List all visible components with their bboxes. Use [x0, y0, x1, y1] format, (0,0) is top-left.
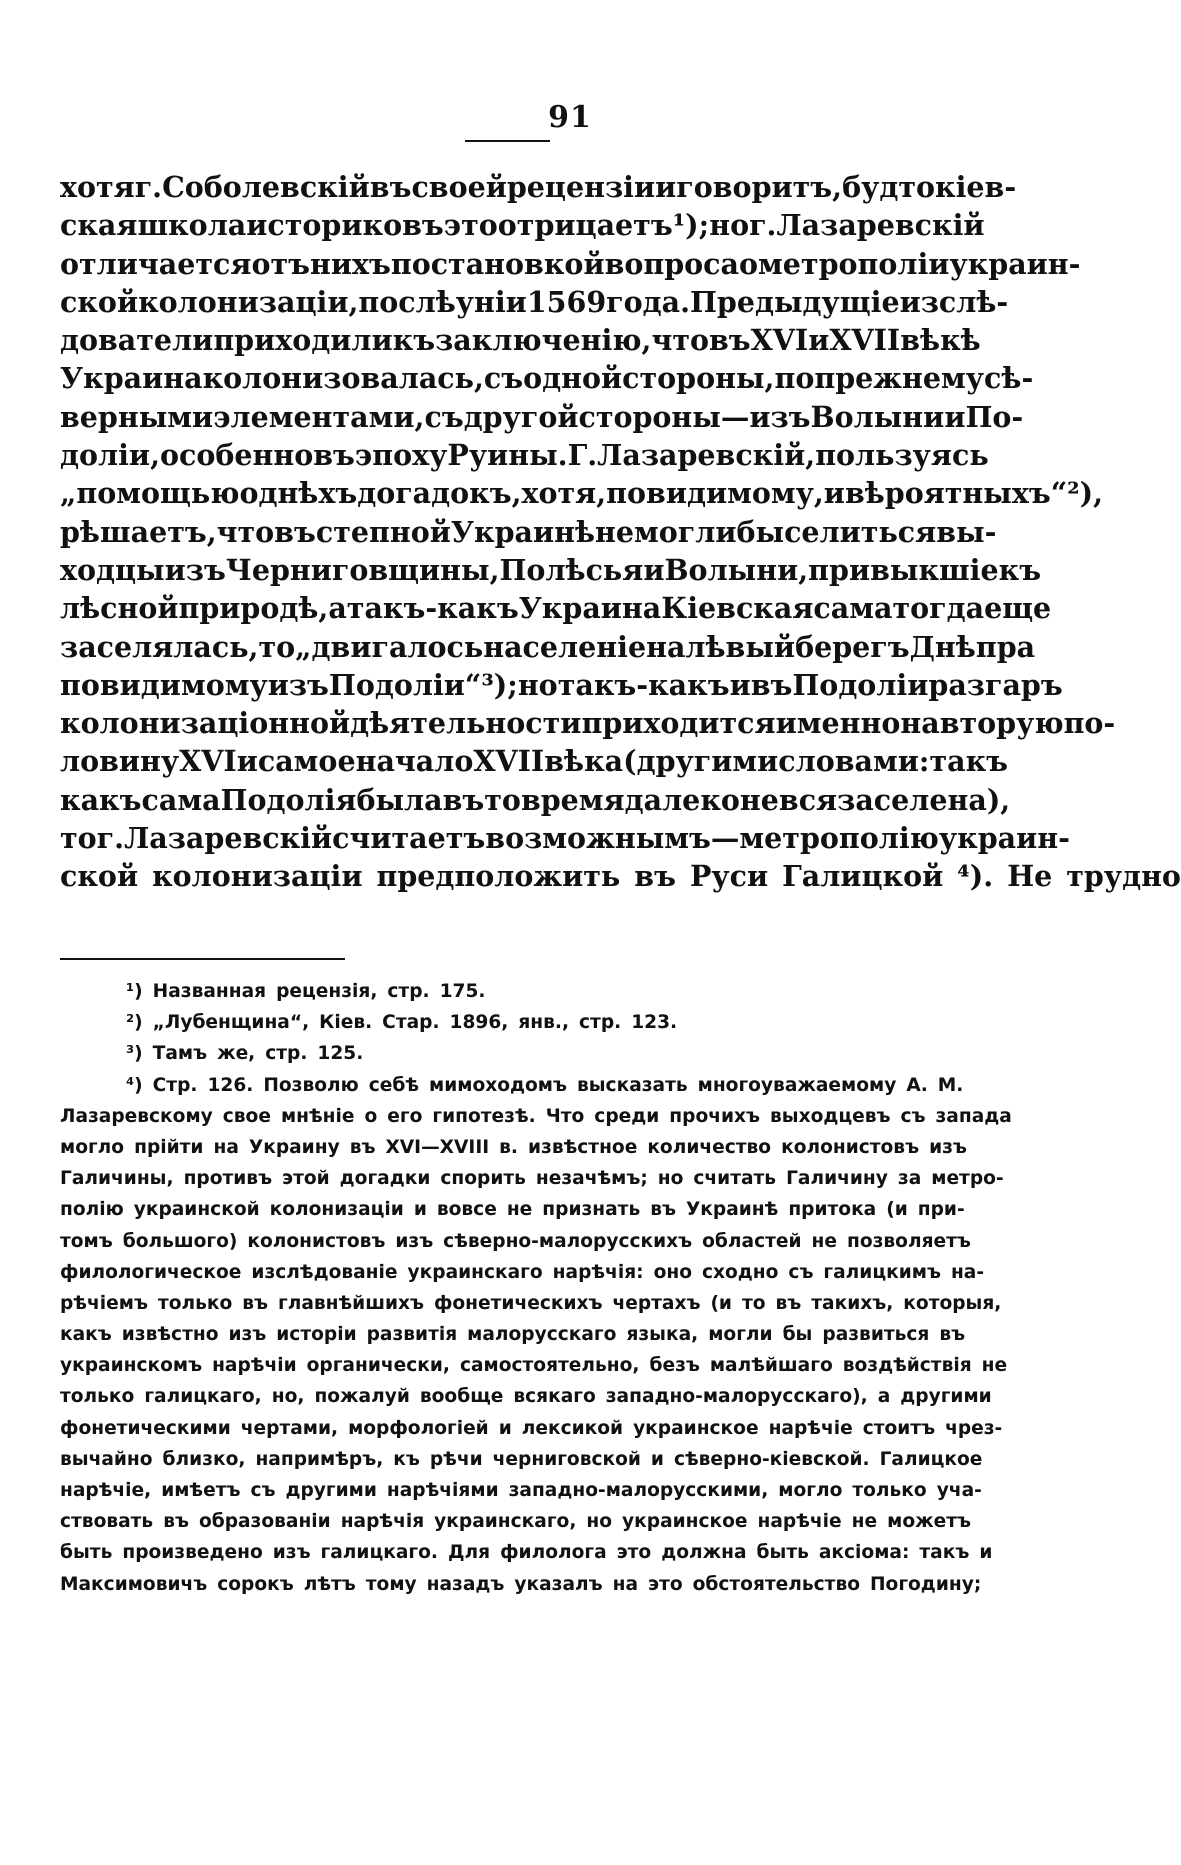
text-line: верными элементами, съ другой стороны—изъ Волыни и По-	[60, 399, 1024, 434]
footnote-line: только галицкаго, но, пожалуй вообще всякаго западно-малорусскаго), а другими	[60, 1386, 992, 1408]
page-number: 91	[548, 100, 592, 135]
footnote-line: украинскомъ нарѣчіи органически, самостоятельно, безъ малѣйшаго воздѣйствія не	[60, 1355, 1008, 1377]
text-line: „помощью однѣхъ догадокъ, хотя, повидимому, и вѣроятныхъ“ ²),	[60, 476, 1103, 511]
footnote-line: ³) Тамъ же, стр. 125.	[126, 1043, 364, 1065]
footnote-line: полію украинской колонизаціи и вовсе не признать въ Украинѣ притока (и при-	[60, 1199, 965, 1221]
text-line: какъ сама Подолія была въ то время далеко не вся заселена),	[60, 782, 1011, 817]
text-line: лѣсной природѣ, а такъ-какъ Украина Кіевская сама тогда еще	[60, 591, 1052, 626]
footnote-line: вычайно близко, напримѣръ, къ рѣчи черниговской и сѣверно-кіевской. Галицкое	[60, 1448, 983, 1470]
footnote-line: Галичины, противъ этой догадки спорить незачѣмъ; но считать Галичину за метро-	[60, 1168, 1004, 1190]
footnote-line: могло прійти на Украину въ XVI—XVIII в. извѣстное количество колонистовъ изъ	[60, 1136, 967, 1158]
text-line: дователи приходили къ заключенію, что въ XVI и XVII вѣкѣ	[60, 323, 981, 358]
footnote-line: томъ большого) колонистовъ изъ сѣверно-малорусскихъ областей не позволяетъ	[60, 1230, 971, 1252]
footnote-line: фонетическими чертами, морфологіей и лексикой украинское нарѣчіе стоитъ чрез-	[60, 1417, 1003, 1439]
footnote-line: Максимовичъ сорокъ лѣтъ тому назадъ указалъ на это обстоятельство Погодину;	[60, 1573, 982, 1595]
text-line: то г. Лазаревскій считаетъ возможнымъ—метрополію украин-	[60, 821, 1070, 856]
text-line: ской колонизаціи, послѣ уніи 1569 года. Предыдущіе изслѣ-	[60, 284, 1009, 319]
text-line: ская школа историковъ это отрицаетъ ¹); но г. Лазаревскій	[60, 208, 985, 243]
footnote-line: рѣчіемъ только въ главнѣйшихъ фонетическихъ чертахъ (и то въ такихъ, которыя,	[60, 1292, 1002, 1314]
footnote-line: ¹) Названная рецензія, стр. 175.	[126, 981, 486, 1002]
text-line: доліи, особенно въ эпоху Руины. Г. Лазаревскій, пользуясь	[60, 438, 989, 473]
footnotes-block	[60, 976, 1012, 1600]
footnote-line: Лазаревскому свое мнѣніе о его гипотезѣ. Что среди прочихъ выходцевъ съ запада	[60, 1105, 1012, 1127]
page-number-rule	[465, 140, 550, 142]
footnote-line: какъ извѣстно изъ исторіи развитія малорусскаго языка, могли бы развиться въ	[60, 1324, 966, 1346]
footnote-line: ²) „Лубенщина“, Кіев. Стар. 1896, янв., стр. 123.	[126, 1012, 678, 1034]
text-line: ской колонизаціи предположить въ Руси Галицкой ⁴). Не трудно	[60, 859, 1181, 894]
text-line: хотя г. Соболевскій въ своей рецензіи и говоритъ, будто кіев-	[60, 170, 1017, 204]
text-line: рѣшаетъ, что въ степной Украинѣ не могли бы селиться вы-	[60, 514, 997, 549]
text-line: ходцы изъ Черниговщины, Полѣсья и Волыни, привыкшіе къ	[60, 552, 1042, 587]
text-line: повидимому изъ Подоліи“ ³); но такъ-какъ и въ Подоліи разгаръ	[60, 667, 1063, 702]
text-line: ловину XVI и самое начало XVII вѣка (другими словами: такъ	[60, 744, 1009, 779]
text-line: отличается отъ нихъ постановкой вопроса о метрополіи украин-	[60, 246, 1081, 281]
text-line: Украина колонизовалась, съ одной стороны, по прежнему сѣ-	[60, 361, 1034, 396]
text-line: заселялась, то „двигалось населеніе на лѣвый берегъ Днѣпра	[60, 629, 1036, 664]
main-text-block	[60, 168, 1181, 896]
footnote-line: филологическое изслѣдованіе украинскаго нарѣчія: оно сходно съ галицкимъ на-	[60, 1261, 985, 1283]
footnote-line: нарѣчіе, имѣетъ съ другими нарѣчіями западно-малорусскими, могло только уча-	[60, 1480, 982, 1501]
footnote-line: быть произведено изъ галицкаго. Для филолога это должна быть аксіома: такъ и	[60, 1542, 993, 1564]
footnote-line: ⁴) Стр. 126. Позволю себѣ мимоходомъ высказать многоуважаемому А. М.	[126, 1074, 964, 1096]
footnote-line: ствовать въ образованіи нарѣчія украинскаго, но украинское нарѣчіе не можетъ	[60, 1511, 971, 1533]
footnote-separator	[60, 958, 345, 960]
text-line: колонизаціонной дѣятельности приходится именно на вторую по-	[60, 706, 1116, 741]
